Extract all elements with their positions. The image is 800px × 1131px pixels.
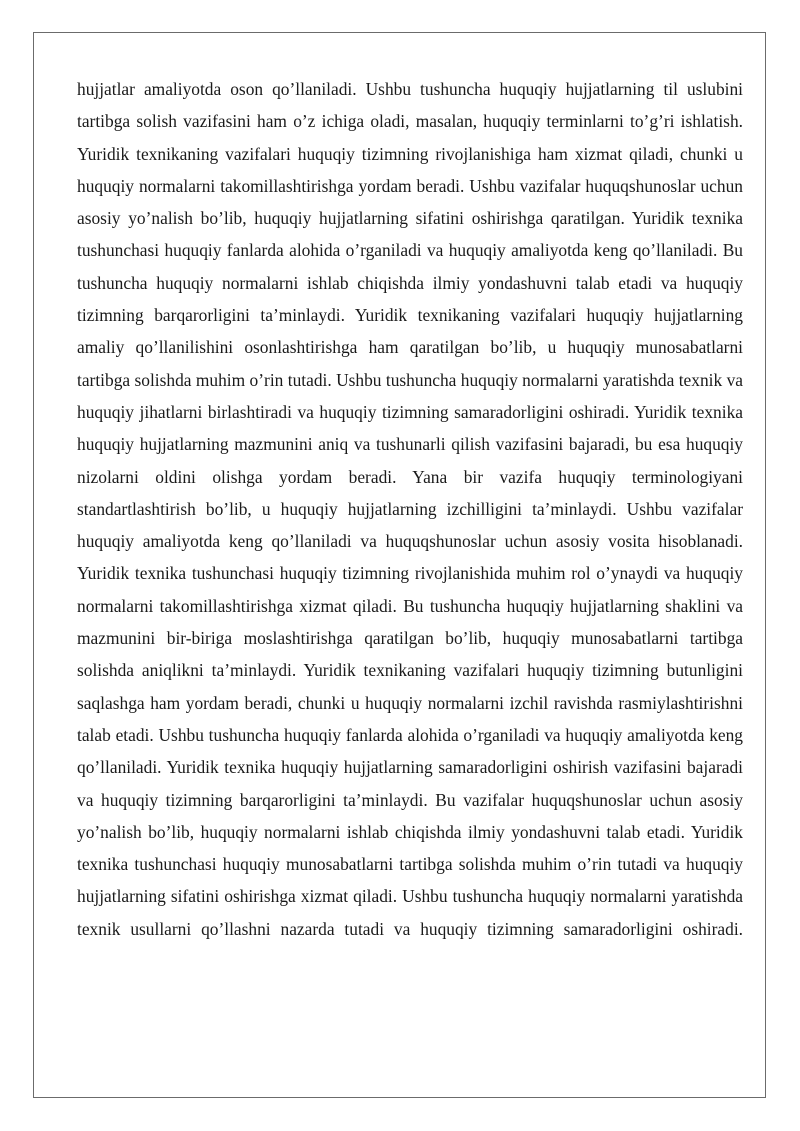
body-paragraph: hujjatlar amaliyotda oson qo’llaniladi. Ushbu tushuncha huquqiy hujjatlarning til uslubini tartibga solish vazifasini ham o’z ichiga oladi, masalan, huquqiy terminlarni to’g’ri ishlatish. Yuridik texnikaning vazifalari huquqiy tizimning rivojlanishiga ham xizmat qiladi, chunki u huquqiy normalarni takomillashtirishga yordam beradi. Ushbu vazifalar huquqshunoslar uchun asosiy yo’nalish bo’lib, huquqiy hujjatlarning sifatini oshirishga qaratilgan. Yuridik texnika tushunchasi huquqiy fanlarda alohida o’rganiladi va huquqiy amaliyotda keng qo’llaniladi. Bu tushuncha huquqiy normalarni ishlab chiqishda ilmiy yondashuvni talab etadi va huquqiy tizimning barqarorligini ta’minlaydi. Yuridik texnikaning vazifalari huquqiy hujjatlarning amaliy qo’llanilishini osonlashtirishga ham qaratilgan bo’lib, u huquqiy munosabatlarni tartibga solishda muhim o’rin tutadi. Ushbu tushuncha huquqiy normalarni yaratishda texnik va huquqiy jihatlarni birlashtiradi va huquqiy tizimning samaradorligini oshiradi. Yuridik texnika huquqiy hujjatlarning mazmunini aniq va tushunarli qilish vazifasini bajaradi, bu esa huquqiy nizolarni oldini olishga yordam beradi. Yana bir vazifa huquqiy terminologiyani standartlashtirish bo’lib, u huquqiy hujjatlarning izchilligini ta’minlaydi. Ushbu vazifalar huquqiy amaliyotda keng qo’llaniladi va huquqshunoslar uchun asosiy vosita hisoblanadi. Yuridik texnika tushunchasi huquqiy tizimning rivojlanishida muhim rol o’ynaydi va huquqiy normalarni takomillashtirishga xizmat qiladi. Bu tushuncha huquqiy hujjatlarning shaklini va mazmunini bir-biriga moslashtirishga qaratilgan bo’lib, huquqiy munosabatlarni tartibga solishda aniqlikni ta’minlaydi. Yuridik texnikaning vazifalari huquqiy tizimning butunligini saqlashga ham yordam beradi, chunki u huquqiy normalarni izchil ravishda rasmiylashtirishni talab etadi. Ushbu tushuncha huquqiy fanlarda alohida o’rganiladi va huquqiy amaliyotda keng qo’llaniladi. Yuridik texnika huquqiy hujjatlarning samaradorligini oshirish vazifasini bajaradi va huquqiy tizimning barqarorligini ta’minlaydi. Bu vazifalar huquqshunoslar uchun asosiy yo’nalish bo’lib, huquqiy normalarni ishlab chiqishda ilmiy yondashuvni talab etadi. Yuridik texnika tushunchasi huquqiy munosabatlarni tartibga solishda muhim o’rin tutadi va huquqiy hujjatlarning sifatini oshirishga xizmat qiladi. Ushbu tushuncha huquqiy normalarni yaratishda texnik usullarni qo’llashni nazarda tutadi va huquqiy tizimning samaradorligini oshiradi. [77,79,743,939]
page-frame [33,32,766,1098]
